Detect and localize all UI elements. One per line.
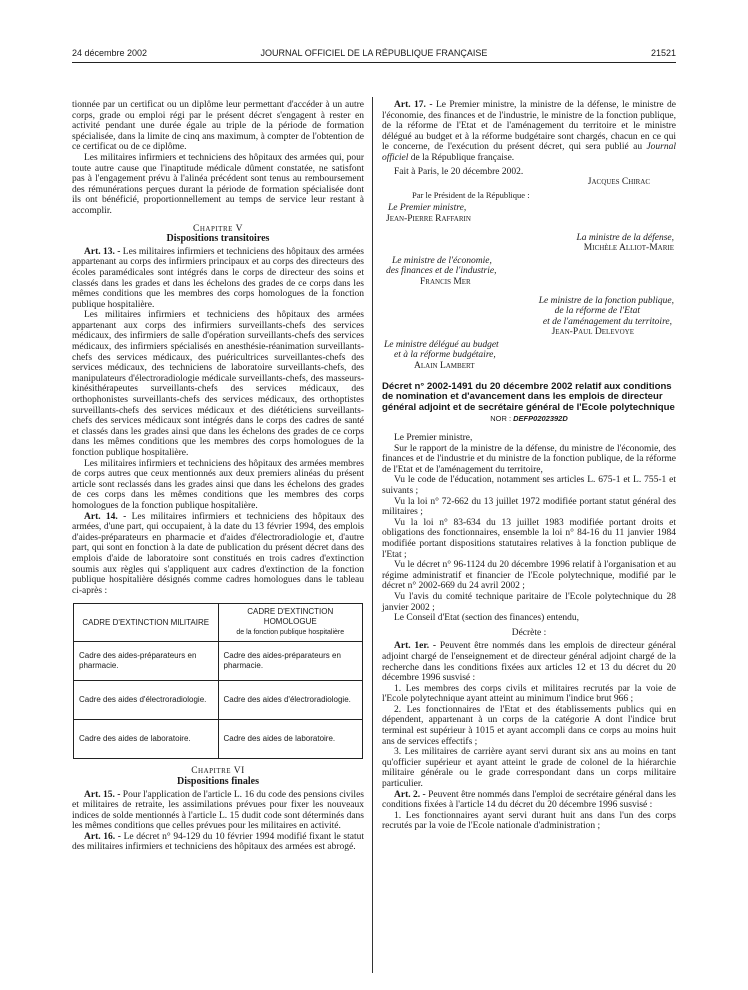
article-text: Le décret n° 94-129 du 10 février 1994 modifié fixant le statut des militaires infirmiers et techniciens des hôpitaux des armées est abrogé. — [72, 831, 364, 853]
journal-title: JOURNAL OFFICIEL DE LA RÉPUBLIQUE FRANÇAISE — [260, 48, 488, 58]
article-label: Art. 16. - — [84, 831, 121, 842]
article-text: Les militaires infirmiers et techniciens des hôpitaux des armées appartenant au corps des infirmiers principaux et au corps des directeurs des écoles paramédicales sont intégrés dans le corps de directeur des soins et classés dans les grades et dans les échelons des grades de ce corps dans les mêmes conditions que les membres des corps homologues de la fonction publique hospitalière. — [72, 246, 364, 310]
article-label: Art. 1er. - — [394, 641, 437, 652]
article-text: Pour l'application de l'article L. 16 du code des pensions civiles et militaires de retraite, les assimilations prévues pour fixer les nouveaux indices de solde mentionnés à l'article L. 15 dudit code sont déterminés dans les mêmes conditions que celles prévues pour les militaires en activité. — [72, 789, 364, 832]
article-14 — [72, 512, 364, 597]
list-item: 1. Les membres des corps civils et militaires recrutés par la voie de l'Ecole polytechnique ayant atteint au minimum l'indice brut 966 ; — [382, 683, 676, 705]
list-item: 1. Les fonctionnaires ayant servi durant huit ans dans l'un des corps recrutés par la voie de l'Ecole nationale d'administration ; — [382, 810, 676, 832]
signatory-name: Michèle Alliot-Marie — [583, 243, 674, 254]
article-1 — [382, 641, 676, 683]
table-cell: Cadre des aides d'électroradiologie. — [218, 681, 363, 720]
decrete-heading: Décrète : — [511, 627, 547, 638]
signatory-name: Francis Mer — [420, 276, 471, 287]
article-15 — [72, 790, 364, 832]
nor-reference — [382, 414, 676, 425]
list-item: 2. Les fonctionnaires de l'Etat et des établissements publics qui en dépendent, appartenant à un corps de la catégorie A dont l'indice brut terminal est supérieur à 1015 et ayant accompli dans ce corps au moins huit ans de services effectifs ; — [382, 704, 676, 747]
paragraph: Les militaires infirmiers et techniciens des hôpitaux des armées appartenant aux corps des infirmiers surveillants-chefs des services médicaux, des infirmiers de salle d'opération surveillants-chefs des services médicaux, des infirmiers spécialisés en anesthésie-réanimation surveillants-chefs des services médicaux, des puéricultrices surveillantes-chefs des services médicaux, des techniciens de laboratoire surveillants-chefs, des manipulateurs d'électroradiologie médicale surveillants-chefs, des masseurs-kinésithérapeutes surveillants-chefs des services médicaux, des orthophonistes surveillants-chefs des services médicaux, des orthoptistes surveillants-chefs des services médicaux et des diététiciens surveillants-chefs des services médicaux sont intégrés dans le corps des cadres de santé et classés dans les grades ainsi que dans les échelons des grades de ce corps dans les mêmes conditions que les membres des corps homologues de la fonction publique hospitalière. — [72, 310, 364, 458]
header-rule — [72, 62, 676, 63]
paragraph: Vu le décret n° 96-1124 du 20 décembre 1996 relatif à l'organisation et au régime administratif et financier de l'Ecole polytechnique, modifié par le décret n° 2002-669 du 24 avril 2002 ; — [382, 560, 676, 592]
right-column — [382, 100, 676, 832]
paragraph: Les militaires infirmiers et techniciens des hôpitaux des armées membres de corps autres que ceux mentionnés aux deux premiers alinéas du présent article sont reclassés dans les grades ainsi que dans les échelons des grades de ces corps dans les mêmes conditions que les membres des corps homologues de la fonction publique hospitalière. — [72, 458, 364, 511]
paragraph: Vu l'avis du comité technique paritaire de l'Ecole polytechnique du 28 janvier 2002 ; — [382, 591, 676, 613]
article-text-end: de la République française. — [408, 152, 515, 163]
paragraph: tionnée par un certificat ou un diplôme leur permettant d'accéder à un autre corps, grade ou emploi régi par le présent décret s'engagent à rester en activité pendant une durée égale au triple de la période de formation spécialisée, dans la limite de cinq ans maximum, à compter de l'obtention de ce certificat ou de ce diplôme. — [72, 100, 364, 153]
page-number: 21521 — [650, 48, 676, 58]
signature-place-date: Fait à Paris, le 20 décembre 2002. — [394, 166, 524, 177]
nor-label: NOR : — [490, 414, 514, 424]
signatory-title: Le ministre de la fonction publique, — [538, 295, 674, 306]
signatory-title: Le ministre de l'économie, — [392, 255, 492, 266]
cadres-table — [73, 603, 363, 759]
column-header-subline: de la fonction publique hospitalière — [236, 629, 345, 637]
journal-reference: Journal officiel — [382, 142, 676, 163]
article-label: Art. 15. - — [84, 789, 121, 800]
column-divider — [372, 97, 373, 973]
article-label: Art. 14. - — [84, 511, 127, 522]
chapter-title: Dispositions finales — [177, 775, 259, 787]
table-row — [74, 720, 363, 759]
article-label: Art. 13. - — [84, 246, 121, 257]
signatory-name: Jacques Chirac — [587, 177, 650, 188]
article-text: Les militaires infirmiers et techniciens des hôpitaux des armées, d'une part, qui occupaient, à la date du 13 février 1994, des emplois d'aides-préparateurs en pharmacie et d'aides d'électroradiologie et, d'autre part, qui sont en fonction à la date de publication du présent décret dans des emplois d'aide de laboratoire sont constitués en trois cadres d'extinction soumis aux règles qui s'appliquent aux cadres d'extinction de la fonction publique hospitalière désignés comme cadres homologues dans le tableau ci-après : — [72, 511, 364, 596]
table-cell: Cadre des aides de laboratoire. — [74, 720, 219, 759]
article-13 — [72, 247, 364, 311]
article-16 — [72, 832, 364, 853]
table-cell: Cadre des aides d'électroradiologie. — [74, 681, 219, 720]
article-17 — [382, 100, 676, 164]
article-text: Le Premier ministre, la ministre de la défense, le ministre de l'économie, des finances et de l'industrie, le ministre de la fonction publique, de la réforme de l'Etat et de l'aménagement du territoire et le ministre délégué au budget et à la réforme budgétaire sont chargés, chacun en ce qui le concerne, de l'exécution du présent décret, qui sera publié au — [382, 100, 676, 153]
article-label: Art. 2. - — [394, 789, 426, 800]
list-item: 3. Les militaires de carrière ayant servi durant six ans au moins en tant qu'officier supérieur et ayant atteint le grade de colonel de la hiérarchie militaire générale ou le grade correspondant dans un corps militaire particulier. — [382, 747, 676, 790]
chapter-title: Dispositions transitoires — [166, 233, 270, 245]
signatory-title: La ministre de la défense, — [576, 232, 674, 243]
signatory-name: Alain Lambert — [414, 361, 475, 372]
paragraph: Sur le rapport de la ministre de la défense, du ministre de l'économie, des finances et de l'industrie et du ministre de la fonction publique, de la réforme de l'Etat et de l'aménagement du territoire, — [382, 443, 676, 475]
paragraph: Vu la loi n° 83-634 du 13 juillet 1983 modifiée portant droits et obligations des fonctionnaires, ensemble la loi n° 84-16 du 11 janvier 1984 modifiée portant dispositions statutaires relatives à la fonction publique de l'Etat ; — [382, 517, 676, 560]
paragraph: Le Premier ministre, — [394, 433, 473, 444]
column-header: CADRE D'EXTINCTION MILITAIRE — [74, 604, 219, 642]
signatory-title: Le Premier ministre, — [388, 203, 467, 214]
paragraph: Les militaires infirmiers et techniciens des hôpitaux des armées qui, pour toute autre cause que l'inaptitude médicale dûment constatée, ne satisfont pas à l'engagement prévu à l'alinéa précédent sont tenus au remboursement des rémunérations perçues durant la période de formation spécialisée dont ils ont bénéficié, proportionnellement au temps de service leur restant à accomplir. — [72, 152, 364, 216]
signatory-title: de la réforme de l'Etat — [554, 306, 640, 317]
table-cell: Cadre des aides de laboratoire. — [218, 720, 363, 759]
article-label: Art. 17. - — [394, 100, 433, 110]
column-header — [218, 604, 363, 642]
table-cell: Cadre des aides-préparateurs en pharmacie. — [218, 642, 363, 681]
article-text: Peuvent être nommés dans les emplois de directeur général adjoint chargé de l'enseignement et de directeur général adjoint chargé de la recherche dans les conditions fixées aux articles 12 et 13 du décret du 20 décembre 1996 susvisé : — [382, 641, 676, 684]
paragraph: Le Conseil d'Etat (section des finances) entendu, — [394, 613, 580, 624]
page-header — [72, 48, 676, 62]
signatory-title: Le ministre délégué au budget — [384, 339, 499, 350]
chapter-heading: Chapitre VI — [191, 766, 245, 777]
table-row — [74, 642, 363, 681]
table-cell: Cadre des aides-préparateurs en pharmacie. — [74, 642, 219, 681]
paragraph: Vu la loi n° 72-662 du 13 juillet 1972 modifiée portant statut général des militaires ; — [382, 496, 676, 518]
chapter-heading: Chapitre V — [193, 223, 243, 234]
signatory-title: des finances et de l'industrie, — [386, 266, 497, 277]
signatory-name: Jean-Pierre Raffarin — [386, 213, 471, 224]
table-header-row — [74, 604, 363, 642]
left-column — [72, 100, 364, 853]
paragraph: Vu le code de l'éducation, notamment ses articles L. 675-1 et L. 755-1 et suivants ; — [382, 475, 676, 496]
table-row — [74, 681, 363, 720]
signatory-title: et de l'aménagement du territoire, — [542, 316, 672, 327]
signature-intro: Par le Président de la République : — [412, 189, 530, 200]
decree-title: Décret n° 2002-1491 du 20 décembre 2002 relatif aux conditions de nomination et d'avancement dans les emplois de directeur général adjoint et de secrétaire général de l'Ecole polytechnique — [382, 380, 675, 413]
column-header-line: CADRE D'EXTINCTION HOMOLOGUE — [247, 607, 334, 627]
publication-date: 24 décembre 2002 — [72, 48, 148, 58]
signatory-name: Jean-Paul Delevoye — [551, 327, 634, 338]
nor-code: DEFP0202392D — [513, 414, 568, 424]
article-text: Peuvent être nommés dans l'emploi de secrétaire général dans les conditions fixées à l'article 14 du décret du 20 décembre 1996 susvisé : — [382, 789, 676, 811]
signatory-title: et à la réforme budgétaire, — [394, 350, 496, 361]
article-2 — [382, 790, 676, 811]
